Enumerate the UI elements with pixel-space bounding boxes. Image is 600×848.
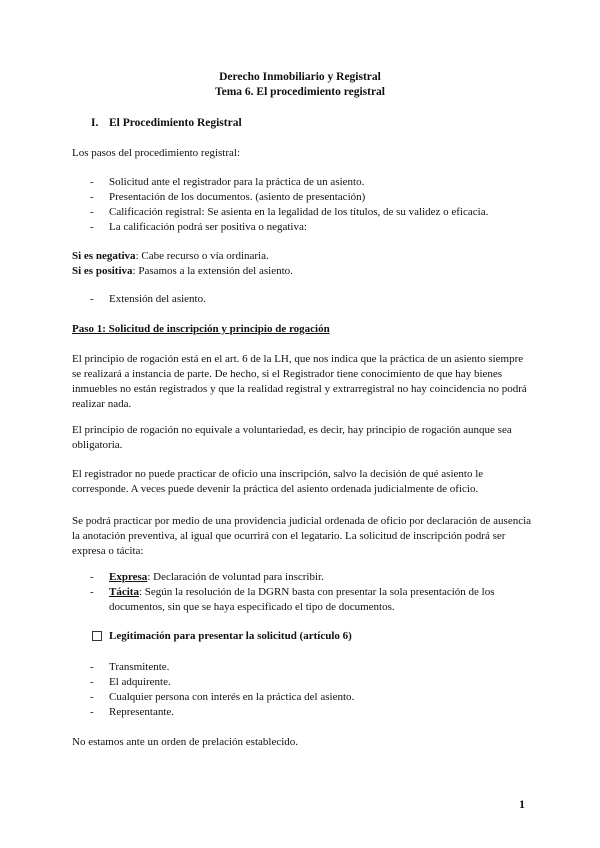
positiva-line bbox=[72, 264, 532, 279]
positiva-text: : Pasamos a la extensión del asiento. bbox=[132, 265, 293, 277]
list-item bbox=[90, 175, 549, 190]
list-dash: - bbox=[90, 586, 94, 598]
list-item-text: Presentación de los documentos. (asiento de presentación) bbox=[109, 191, 366, 203]
list-item-text: Calificación registral: Se asienta en la legalidad de los títulos, de su validez o eficacia. bbox=[109, 206, 489, 218]
list-item bbox=[90, 190, 549, 205]
intro-text: Los pasos del procedimiento registral: bbox=[72, 147, 241, 159]
form-text: : Según la resolución de la DGRN basta con presentar la sola presentación de los documentos, sin que se haya especificado el tipo de documentos. bbox=[109, 586, 495, 613]
form-text: : Declaración de voluntad para inscribir. bbox=[147, 571, 324, 583]
list-dash: - bbox=[90, 691, 94, 703]
list-item bbox=[90, 585, 549, 615]
list-dash: - bbox=[90, 293, 94, 305]
section-title: El Procedimiento Registral bbox=[109, 117, 242, 129]
list-dash: - bbox=[90, 206, 94, 218]
negativa-line bbox=[72, 249, 532, 264]
positiva-label: Si es positiva bbox=[72, 265, 133, 277]
document-title-topic: Tema 6. El procedimiento registral bbox=[214, 86, 386, 98]
document-title-subject: Derecho Inmobiliario y Registral bbox=[219, 71, 381, 83]
list-dash: - bbox=[90, 676, 94, 688]
list-dash: - bbox=[90, 191, 94, 203]
page-number: 1 bbox=[519, 797, 525, 811]
negativa-label: Si es negativa bbox=[72, 250, 136, 262]
list-item-text: El adquirente. bbox=[109, 676, 171, 688]
list-item bbox=[90, 220, 549, 235]
list-item-text: La calificación podrá ser positiva o negativa: bbox=[109, 221, 307, 233]
section-number: I. bbox=[91, 117, 99, 129]
list-item bbox=[90, 690, 549, 705]
list-item bbox=[90, 705, 549, 720]
form-label: Tácita bbox=[109, 586, 139, 598]
list-item bbox=[90, 205, 549, 220]
list-dash: - bbox=[90, 571, 94, 583]
list-item bbox=[90, 570, 549, 585]
list-dash: - bbox=[90, 221, 94, 233]
list-dash: - bbox=[90, 706, 94, 718]
list-dash: - bbox=[90, 176, 94, 188]
closing-text: No estamos ante un orden de prelación establecido. bbox=[72, 736, 299, 748]
negativa-text: : Cabe recurso o vía ordinaria. bbox=[135, 250, 269, 262]
list-dash: - bbox=[90, 661, 94, 673]
paragraph: El principio de rogación está en el art. 6 de la LH, que nos indica que la práctica de un asiento siempre se realizará a instancia de parte. De hecho, si el Registrador tiene conocimiento de que hay bienes inmuebles no están registrados y que la realidad registral y extrarregistral no hay coincidencia no podrá realizar nada. bbox=[72, 353, 527, 410]
list-item-text: Transmitente. bbox=[109, 661, 170, 673]
paragraph: El registrador no puede practicar de oficio una inscripción, salvo la decisión de qué asiento le corresponde. A veces puede devenir la práctica del asiento ordenada judicialmente de oficio. bbox=[72, 468, 484, 495]
list-item-text: Representante. bbox=[109, 706, 175, 718]
paso1-heading: Paso 1: Solicitud de inscripción y principio de rogación bbox=[72, 323, 330, 335]
paragraph: El principio de rogación no equivale a voluntariedad, es decir, hay principio de rogación aunque sea obligatoria. bbox=[72, 424, 512, 451]
checkbox-bullet-icon bbox=[92, 631, 102, 641]
list-item bbox=[90, 660, 549, 675]
paragraph: Se podrá practicar por medio de una providencia judicial ordenada de oficio por declaración de ausencia la anotación preventiva, al igual que ocurrirá con el legatario. La solicitud de inscripción podrá ser expresa o tácita: bbox=[72, 515, 532, 557]
form-label: Expresa bbox=[109, 571, 148, 583]
list-item-text: Extensión del asiento. bbox=[109, 293, 206, 305]
list-item bbox=[90, 675, 549, 690]
list-item-text: Cualquier persona con interés en la práctica del asiento. bbox=[109, 691, 355, 703]
list-item bbox=[90, 292, 549, 307]
legitimacion-heading: Legitimación para presentar la solicitud (artículo 6) bbox=[109, 630, 352, 642]
list-item-text: Solicitud ante el registrador para la práctica de un asiento. bbox=[109, 176, 365, 188]
